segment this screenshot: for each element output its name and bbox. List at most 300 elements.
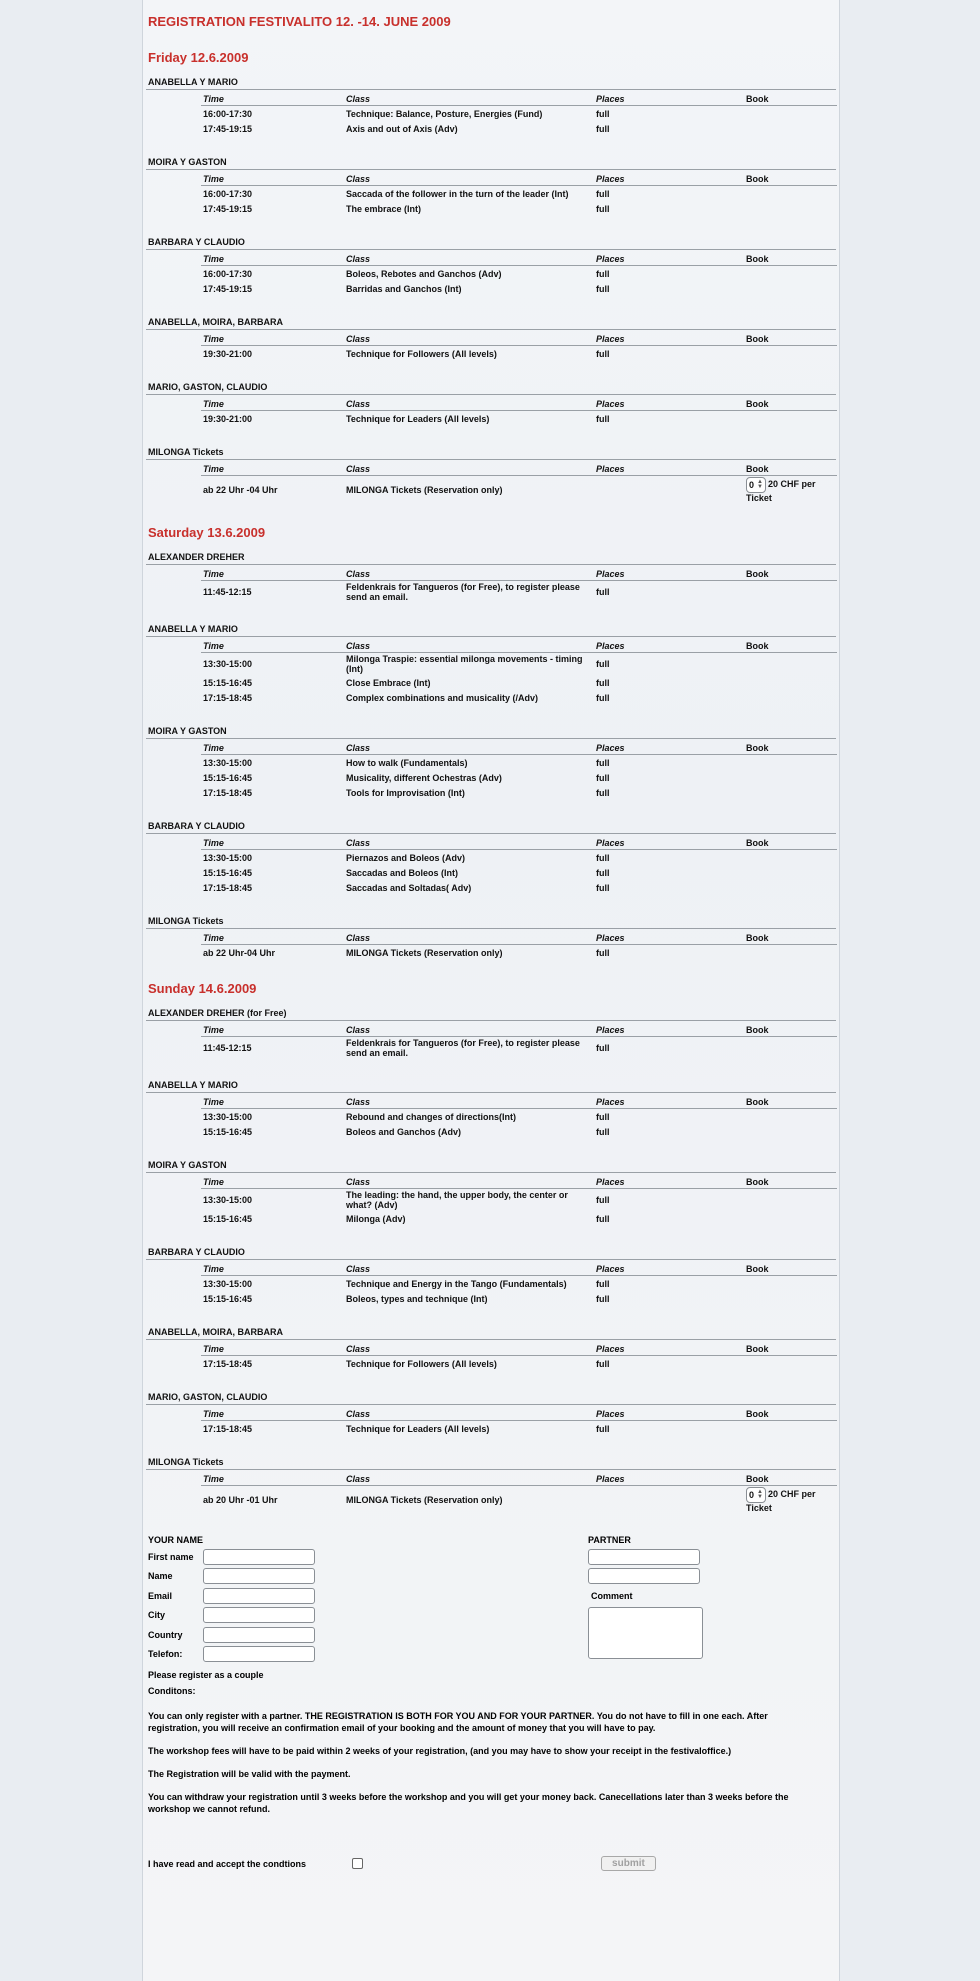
table-header-row <box>201 1473 837 1486</box>
column-header-book: Book <box>744 1343 837 1356</box>
column-header-places: Places <box>594 1343 744 1356</box>
places-cell: full <box>596 677 610 688</box>
ticket-price-text: 20 CHF per Ticket <box>746 479 816 503</box>
workshop-group <box>146 1160 836 1226</box>
submit-button[interactable]: submit <box>601 1856 656 1871</box>
places-cell: full <box>596 268 610 279</box>
column-header-class: Class <box>344 93 594 106</box>
text-input[interactable] <box>203 1627 315 1643</box>
group-title: MILONGA Tickets <box>148 447 224 457</box>
time-cell: 16:00-17:30 <box>203 268 253 279</box>
column-header-book: Book <box>744 1263 837 1276</box>
time-cell: 15:15-16:45 <box>203 1293 253 1304</box>
column-header-class: Class <box>344 742 594 755</box>
column-header-places: Places <box>594 742 744 755</box>
book-cell <box>744 1356 837 1372</box>
workshop-table <box>201 1096 837 1139</box>
ticket-price-text: 20 CHF per Ticket <box>746 1489 816 1513</box>
table-row <box>201 880 837 895</box>
book-cell <box>744 1124 837 1139</box>
column-header-time: Time <box>201 1343 344 1356</box>
workshop-group <box>146 552 836 603</box>
column-header-book: Book <box>744 253 837 266</box>
partner-title: PARTNER <box>588 1535 631 1545</box>
column-header-book: Book <box>744 1024 837 1037</box>
table-row <box>201 1486 837 1515</box>
class-cell: Complex combinations and musicality (/Adv) <box>346 692 539 703</box>
column-header-places: Places <box>594 1096 744 1109</box>
group-title: ANABELLA, MOIRA, BARBARA <box>148 1327 283 1337</box>
table-header-row <box>201 1343 837 1356</box>
group-divider <box>146 833 836 834</box>
table-row <box>201 653 837 676</box>
places-cell: full <box>596 1293 610 1304</box>
ticket-quantity-value: 0 <box>749 480 755 490</box>
workshop-group <box>146 1327 836 1371</box>
workshop-table <box>201 640 837 705</box>
places-cell: full <box>596 188 610 199</box>
workshop-group <box>146 1392 836 1436</box>
field-label: Email <box>148 1590 173 1601</box>
condition-paragraph: You can only register with a partner. THE REGISTRATION IS BOTH FOR YOU AND FOR YOUR PARTNER. You do not have to fill in one each. After registration, you will receive an confirmation email of your booking and the amount of money that you will have to pay. <box>148 1711 768 1733</box>
table-row <box>201 106 837 122</box>
group-divider <box>146 564 836 565</box>
places-cell: full <box>596 1213 610 1224</box>
your-name-title: YOUR NAME <box>148 1535 204 1545</box>
class-cell: Technique for Leaders (All levels) <box>346 413 490 424</box>
workshop-group <box>146 916 836 960</box>
class-cell: Boleos, Rebotes and Ganchos (Adv) <box>346 268 502 279</box>
time-cell: 19:30-21:00 <box>203 413 253 424</box>
time-cell: 15:15-16:45 <box>203 677 253 688</box>
column-header-class: Class <box>344 1096 594 1109</box>
page-title: REGISTRATION FESTIVALITO 12. -14. JUNE 2009 <box>148 14 451 29</box>
book-cell <box>744 1291 837 1306</box>
book-cell <box>744 186 837 202</box>
registration-content <box>143 0 839 1871</box>
time-cell: 17:45-19:15 <box>203 283 253 294</box>
table-header-row <box>201 932 837 945</box>
group-divider <box>146 1172 836 1173</box>
time-cell: 15:15-16:45 <box>203 772 253 783</box>
column-header-time: Time <box>201 333 344 346</box>
table-row <box>201 1109 837 1125</box>
stepper-arrows-icon: ▲ ▼ <box>757 1489 763 1500</box>
places-cell: full <box>596 108 610 119</box>
time-cell: 17:45-19:15 <box>203 203 253 214</box>
book-cell <box>744 945 837 961</box>
book-cell <box>744 1276 837 1292</box>
couple-note: Please register as a couple <box>148 1670 264 1680</box>
time-cell: 13:30-15:00 <box>203 1278 253 1289</box>
text-input[interactable] <box>203 1607 315 1623</box>
book-cell <box>744 1037 837 1060</box>
column-header-places: Places <box>594 253 744 266</box>
workshop-group <box>146 1080 836 1139</box>
text-input[interactable] <box>203 1646 315 1662</box>
class-cell: Boleos and Ganchos (Adv) <box>346 1126 462 1137</box>
class-cell: Saccadas and Soltadas( Adv) <box>346 882 472 893</box>
table-row <box>201 945 837 961</box>
column-header-time: Time <box>201 742 344 755</box>
group-title: ANABELLA Y MARIO <box>148 77 238 87</box>
time-cell: 13:30-15:00 <box>203 1195 253 1205</box>
table-row <box>201 1037 837 1060</box>
book-cell <box>744 476 837 505</box>
time-cell: 13:30-15:00 <box>203 757 253 768</box>
class-cell: Close Embrace (Int) <box>346 677 431 688</box>
class-cell: Saccada of the follower in the turn of the leader (Int) <box>346 188 569 199</box>
table-row <box>201 411 837 427</box>
places-cell: full <box>596 1111 610 1122</box>
column-header-class: Class <box>344 932 594 945</box>
class-cell: Technique and Energy in the Tango (Fundamentals) <box>346 1278 567 1289</box>
workshop-group <box>146 237 836 296</box>
table-header-row <box>201 1408 837 1421</box>
group-divider <box>146 1469 836 1470</box>
book-cell <box>744 201 837 216</box>
class-cell: How to walk (Fundamentals) <box>346 757 468 768</box>
column-header-book: Book <box>744 398 837 411</box>
table-row <box>201 1291 837 1306</box>
group-divider <box>146 1020 836 1021</box>
places-cell: full <box>596 283 610 294</box>
accept-checkbox[interactable] <box>352 1858 363 1869</box>
group-divider <box>146 89 836 90</box>
book-cell <box>744 1486 837 1515</box>
workshop-group <box>146 157 836 216</box>
group-title: MILONGA Tickets <box>148 916 224 926</box>
group-divider <box>146 169 836 170</box>
book-cell <box>744 770 837 785</box>
accept-label: I have read and accept the condtions <box>148 1858 307 1869</box>
workshop-table <box>201 1343 837 1371</box>
time-cell: 17:15-18:45 <box>203 882 253 893</box>
group-title: BARBARA Y CLAUDIO <box>148 821 245 831</box>
book-cell <box>744 581 837 604</box>
time-cell: 19:30-21:00 <box>203 348 253 359</box>
table-header-row <box>201 173 837 186</box>
column-header-class: Class <box>344 1176 594 1189</box>
book-cell <box>744 1211 837 1226</box>
workshop-table <box>201 568 837 603</box>
group-title: BARBARA Y CLAUDIO <box>148 237 245 247</box>
field-label: Name <box>148 1571 173 1582</box>
time-cell: 11:45-12:15 <box>203 587 252 597</box>
table-header-row <box>201 253 837 266</box>
day-title: Saturday 13.6.2009 <box>148 525 266 540</box>
column-header-places: Places <box>594 1473 744 1486</box>
workshop-table <box>201 463 837 504</box>
places-cell: full <box>596 1278 610 1289</box>
form-row <box>148 1645 348 1665</box>
table-header-row <box>201 398 837 411</box>
column-header-places: Places <box>594 1176 744 1189</box>
group-divider <box>146 1092 836 1093</box>
column-header-places: Places <box>594 640 744 653</box>
places-cell: full <box>596 1043 610 1053</box>
group-divider <box>146 1259 836 1260</box>
field-label: First name <box>148 1551 194 1562</box>
column-header-time: Time <box>201 1096 344 1109</box>
class-cell: Milonga Traspie: essential milonga movements - timing (Int) <box>346 654 583 674</box>
column-header-book: Book <box>744 568 837 581</box>
partner-first-name-input[interactable] <box>588 1549 700 1565</box>
table-header-row <box>201 742 837 755</box>
class-cell: Technique for Leaders (All levels) <box>346 1423 490 1434</box>
places-cell: full <box>596 1126 610 1137</box>
places-cell: full <box>596 787 610 798</box>
places-cell: full <box>596 947 610 958</box>
table-header-row <box>201 640 837 653</box>
schedule <box>146 50 836 1514</box>
table-header-row <box>201 333 837 346</box>
time-cell: 13:30-15:00 <box>203 659 253 669</box>
partner-row <box>588 1567 708 1587</box>
form-row <box>148 1625 348 1645</box>
table-row <box>201 1421 837 1437</box>
book-cell <box>744 121 837 136</box>
workshop-group <box>146 1247 836 1306</box>
table-row <box>201 1276 837 1292</box>
places-cell: full <box>596 1358 610 1369</box>
time-cell: 17:15-18:45 <box>203 1358 253 1369</box>
time-cell: 17:45-19:15 <box>203 123 253 134</box>
table-row <box>201 476 837 505</box>
class-cell: Barridas and Ganchos (Int) <box>346 283 462 294</box>
comment-textarea[interactable] <box>588 1607 703 1659</box>
group-title: ANABELLA Y MARIO <box>148 1080 238 1090</box>
workshop-table <box>201 742 837 800</box>
table-row <box>201 346 837 362</box>
group-title: MOIRA Y GASTON <box>148 726 227 736</box>
column-header-time: Time <box>201 568 344 581</box>
conditions-list <box>146 1710 836 1815</box>
stepper-arrows-icon: ▲ ▼ <box>757 479 763 490</box>
column-header-time: Time <box>201 1473 344 1486</box>
group-title: MARIO, GASTON, CLAUDIO <box>148 382 268 392</box>
day-title: Friday 12.6.2009 <box>148 50 249 65</box>
class-cell: Tools for Improvisation (Int) <box>346 787 465 798</box>
book-cell <box>744 1189 837 1212</box>
workshop-table <box>201 1024 837 1059</box>
places-cell: full <box>596 867 610 878</box>
column-header-book: Book <box>744 1096 837 1109</box>
class-cell: Piernazos and Boleos (Adv) <box>346 852 466 863</box>
column-header-class: Class <box>344 253 594 266</box>
column-header-places: Places <box>594 93 744 106</box>
places-cell: full <box>596 692 610 703</box>
condition-paragraph: The Registration will be valid with the payment. <box>148 1769 351 1779</box>
workshop-table <box>201 1473 837 1514</box>
class-cell: MILONGA Tickets (Reservation only) <box>346 1495 503 1505</box>
column-header-places: Places <box>594 1263 744 1276</box>
column-header-time: Time <box>201 1024 344 1037</box>
table-row <box>201 121 837 136</box>
table-row <box>201 1189 837 1212</box>
your-name-section <box>148 1535 348 1664</box>
column-header-class: Class <box>344 1408 594 1421</box>
places-cell: full <box>596 123 610 134</box>
column-header-time: Time <box>201 463 344 476</box>
column-header-places: Places <box>594 1024 744 1037</box>
ticket-quantity-stepper[interactable] <box>746 1487 766 1503</box>
column-header-places: Places <box>594 837 744 850</box>
table-header-row <box>201 1176 837 1189</box>
class-cell: The leading: the hand, the upper body, the center or what? (Adv) <box>346 1190 568 1210</box>
time-cell: 16:00-17:30 <box>203 108 253 119</box>
time-cell: 13:30-15:00 <box>203 1111 253 1122</box>
column-header-book: Book <box>744 837 837 850</box>
column-header-places: Places <box>594 1408 744 1421</box>
time-cell: 13:30-15:00 <box>203 852 253 863</box>
book-cell <box>744 106 837 122</box>
places-cell: full <box>596 659 610 669</box>
workshop-group <box>146 1008 836 1059</box>
class-cell: Axis and out of Axis (Adv) <box>346 123 458 134</box>
ticket-quantity-stepper[interactable] <box>746 477 766 493</box>
table-row <box>201 1211 837 1226</box>
group-title: MILONGA Tickets <box>148 1457 224 1467</box>
class-cell: MILONGA Tickets (Reservation only) <box>346 485 503 495</box>
form-row <box>148 1606 348 1626</box>
workshop-group <box>146 382 836 426</box>
workshop-table <box>201 253 837 296</box>
book-cell <box>744 865 837 880</box>
column-header-time: Time <box>201 837 344 850</box>
column-header-class: Class <box>344 463 594 476</box>
column-header-time: Time <box>201 173 344 186</box>
group-title: MARIO, GASTON, CLAUDIO <box>148 1392 268 1402</box>
column-header-places: Places <box>594 333 744 346</box>
column-header-class: Class <box>344 1024 594 1037</box>
table-header-row <box>201 1024 837 1037</box>
column-header-class: Class <box>344 1343 594 1356</box>
text-input[interactable] <box>203 1588 315 1604</box>
table-header-row <box>201 837 837 850</box>
form-row <box>148 1547 348 1567</box>
time-cell: 16:00-17:30 <box>203 188 253 199</box>
time-cell: 17:15-18:45 <box>203 692 253 703</box>
column-header-book: Book <box>744 1176 837 1189</box>
column-header-book: Book <box>744 1408 837 1421</box>
workshop-group <box>146 726 836 800</box>
book-cell <box>744 675 837 690</box>
column-header-class: Class <box>344 333 594 346</box>
table-row <box>201 770 837 785</box>
places-cell <box>594 1486 744 1515</box>
places-cell: full <box>596 852 610 863</box>
places-cell: full <box>596 757 610 768</box>
column-header-time: Time <box>201 932 344 945</box>
group-title: ANABELLA Y MARIO <box>148 624 238 634</box>
group-divider <box>146 329 836 330</box>
group-title: ALEXANDER DREHER (for Free) <box>148 1008 287 1018</box>
time-cell: 11:45-12:15 <box>203 1043 252 1053</box>
group-divider <box>146 459 836 460</box>
workshop-table <box>201 837 837 895</box>
class-cell: Feldenkrais for Tangueros (for Free), to register please send an email. <box>346 582 580 602</box>
text-input[interactable] <box>203 1549 315 1565</box>
table-row <box>201 201 837 216</box>
column-header-time: Time <box>201 640 344 653</box>
column-header-time: Time <box>201 1176 344 1189</box>
column-header-book: Book <box>744 742 837 755</box>
workshop-group <box>146 821 836 895</box>
time-cell: ab 22 Uhr -04 Uhr <box>203 485 278 495</box>
class-cell: MILONGA Tickets (Reservation only) <box>346 947 503 958</box>
book-cell <box>744 1109 837 1125</box>
column-header-time: Time <box>201 398 344 411</box>
partner-name-input[interactable] <box>588 1568 700 1584</box>
column-header-places: Places <box>594 398 744 411</box>
field-label: City <box>148 1610 166 1621</box>
partner-row <box>588 1547 708 1567</box>
workshop-table <box>201 173 837 216</box>
column-header-class: Class <box>344 1263 594 1276</box>
group-divider <box>146 1339 836 1340</box>
book-cell <box>744 653 837 676</box>
text-input[interactable] <box>203 1568 315 1584</box>
table-row <box>201 266 837 282</box>
workshop-table <box>201 333 837 361</box>
book-cell <box>744 785 837 800</box>
table-row <box>201 785 837 800</box>
book-cell <box>744 850 837 866</box>
class-cell: Musicality, different Ochestras (Adv) <box>346 772 502 783</box>
condition-paragraph: The workshop fees will have to be paid within 2 weeks of your registration, (and you may have to show your receipt in the festivaloffice.) <box>148 1746 732 1756</box>
book-cell <box>744 281 837 296</box>
class-cell: Milonga (Adv) <box>346 1213 406 1224</box>
group-divider <box>146 738 836 739</box>
class-cell: Technique for Followers (All levels) <box>346 1358 497 1369</box>
book-cell <box>744 411 837 427</box>
field-label: Country <box>148 1629 183 1640</box>
column-header-class: Class <box>344 640 594 653</box>
workshop-table <box>201 93 837 136</box>
time-cell: 17:15-18:45 <box>203 787 253 798</box>
places-cell: full <box>596 1423 610 1434</box>
group-title: MOIRA Y GASTON <box>148 1160 227 1170</box>
partner-section <box>588 1535 708 1664</box>
column-header-class: Class <box>344 568 594 581</box>
ticket-quantity-value: 0 <box>749 1490 755 1500</box>
class-cell: Saccadas and Boleos (Int) <box>346 867 459 878</box>
workshop-group <box>146 1457 836 1514</box>
accept-row <box>148 1856 836 1871</box>
group-divider <box>146 394 836 395</box>
column-header-book: Book <box>744 640 837 653</box>
class-cell: Boleos, types and technique (Int) <box>346 1293 488 1304</box>
time-cell: ab 22 Uhr-04 Uhr <box>203 947 276 958</box>
table-row <box>201 1356 837 1372</box>
workshop-group <box>146 77 836 136</box>
workshop-table <box>201 932 837 960</box>
book-cell <box>744 1421 837 1437</box>
time-cell: 15:15-16:45 <box>203 1126 253 1137</box>
book-cell <box>744 346 837 362</box>
your-name-fields <box>148 1547 348 1664</box>
time-cell: 15:15-16:45 <box>203 1213 253 1224</box>
group-divider <box>146 928 836 929</box>
table-header-row <box>201 568 837 581</box>
page-container <box>142 0 840 1981</box>
class-cell: Rebound and changes of directions(Int) <box>346 1111 517 1122</box>
comment-label: Comment <box>591 1591 633 1601</box>
column-header-class: Class <box>344 398 594 411</box>
table-row <box>201 281 837 296</box>
group-title: BARBARA Y CLAUDIO <box>148 1247 245 1257</box>
